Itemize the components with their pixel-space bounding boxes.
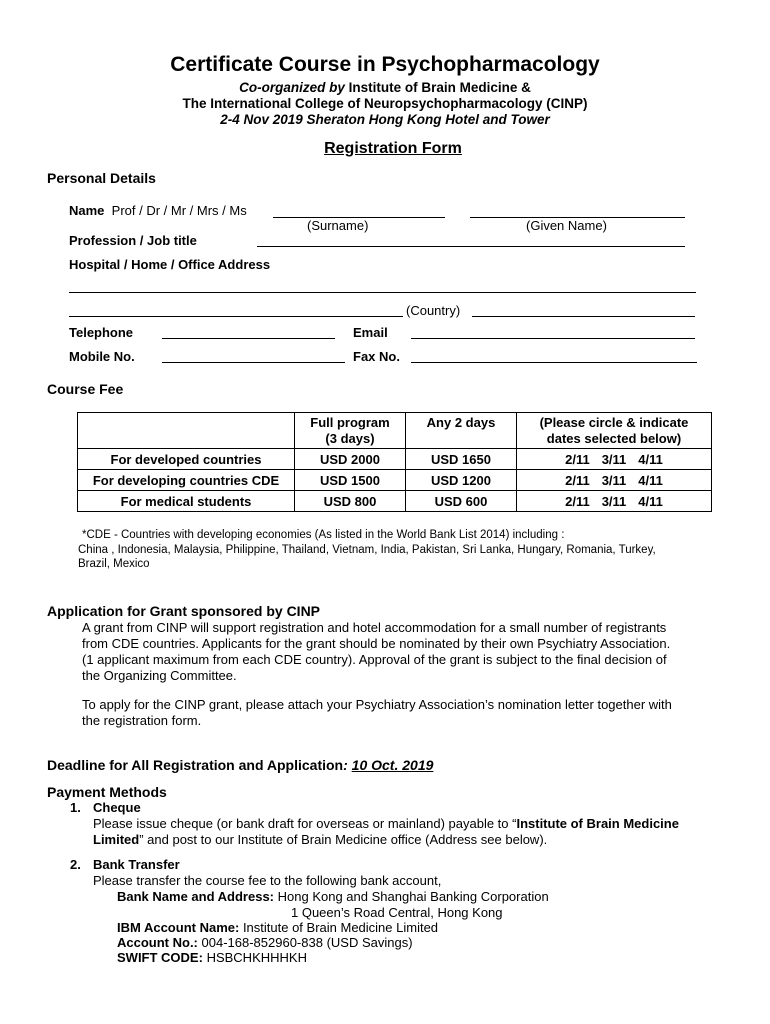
- bank-transfer-title: Bank Transfer: [93, 857, 180, 872]
- account-no-row: [117, 935, 413, 950]
- deadline-date: 10 Oct. 2019: [351, 757, 434, 773]
- grant-text-4: the Organizing Committee.: [82, 668, 237, 683]
- fee-row-label: For medical students: [78, 491, 295, 512]
- fee-row-dates: [517, 491, 712, 512]
- cheque-payable-text: Please issue cheque (or bank draft for overseas or mainland) payable to “: [93, 816, 517, 831]
- grant-apply-2: the registration form.: [82, 713, 202, 728]
- table-row: [78, 449, 712, 470]
- bank-transfer-number: 2.: [70, 857, 81, 872]
- fee-header-dates-2: dates selected below): [546, 431, 682, 446]
- form-title: Registration Form: [324, 140, 462, 157]
- payee-name-2: Limited: [93, 832, 140, 847]
- fee-row-label: For developed countries: [78, 449, 295, 470]
- page-title: Certificate Course in Psychopharmacology: [170, 53, 600, 76]
- grant-text-2: from CDE countries. Applicants for the grant should be nominated by their own Psychiatry Association.: [82, 636, 671, 651]
- fee-header-blank: [78, 413, 295, 449]
- cinp-line: The International College of Neuropsychopharmacology (CINP): [182, 96, 588, 111]
- email-label: Email: [353, 325, 388, 340]
- fax-field[interactable]: [411, 362, 697, 363]
- fee-row-any: USD 1200: [406, 470, 517, 491]
- course-fee-heading: Course Fee: [47, 381, 124, 397]
- fee-header-full: [295, 413, 406, 449]
- table-row: [78, 491, 712, 512]
- bank-name-label: Bank Name and Address:: [117, 889, 275, 904]
- fee-header-dates-1: (Please circle & indicate: [539, 415, 689, 430]
- date-option[interactable]: 3/11: [601, 493, 627, 509]
- coorganized-label: Co-organized by: [239, 80, 345, 95]
- account-name-row: [117, 920, 438, 935]
- address-label: Hospital / Home / Office Address: [69, 257, 271, 272]
- swift-value: HSBCHKHHHKH: [206, 950, 307, 965]
- cheque-text-1: [93, 816, 679, 831]
- cde-note-2: China , Indonesia, Malaysia, Philippine, Thailand, Vietnam, India, Pakistan, Sri Lanka, Hungary, Romania, Turkey,: [78, 544, 656, 556]
- address-field-2[interactable]: [69, 316, 403, 317]
- profession-label: Profession / Job title: [69, 233, 197, 248]
- date-venue-line: 2-4 Nov 2019 Sheraton Hong Kong Hotel and Tower: [220, 112, 550, 127]
- payment-heading: Payment Methods: [47, 784, 167, 800]
- date-option[interactable]: 3/11: [601, 472, 627, 488]
- fee-row-label: For developing countries CDE: [78, 470, 295, 491]
- bank-address: 1 Queen’s Road Central, Hong Kong: [291, 905, 503, 920]
- cheque-text-2: [93, 832, 547, 847]
- table-row: [78, 470, 712, 491]
- swift-row: [117, 950, 307, 965]
- fee-header-full-2: (3 days): [325, 431, 375, 446]
- date-option[interactable]: 2/11: [565, 493, 590, 509]
- fax-label: Fax No.: [353, 349, 400, 364]
- account-name-label: IBM Account Name:: [117, 920, 240, 935]
- email-field[interactable]: [411, 338, 695, 339]
- grant-heading: Application for Grant sponsored by CINP: [47, 603, 321, 619]
- coorganizer-line: [0, 80, 770, 95]
- surname-hint: (Surname): [307, 218, 369, 233]
- name-row: [69, 203, 247, 218]
- cde-note-1: *CDE - Countries with developing economies (As listed in the World Bank List 2014) including :: [82, 529, 565, 541]
- fee-row-full: USD 1500: [295, 470, 406, 491]
- date-option[interactable]: 2/11: [565, 451, 590, 467]
- account-name-value: Institute of Brain Medicine Limited: [242, 920, 439, 935]
- payee-name-1: Institute of Brain Medicine: [516, 816, 679, 831]
- telephone-field[interactable]: [162, 338, 335, 339]
- date-option[interactable]: 3/11: [601, 451, 627, 467]
- fee-row-full: USD 800: [295, 491, 406, 512]
- given-name-hint: (Given Name): [526, 218, 607, 233]
- deadline-label: Deadline for All Registration and Application: [47, 757, 344, 773]
- coorganizer-name: Institute of Brain Medicine &: [348, 80, 531, 95]
- fee-header-dates: [517, 413, 712, 449]
- name-label: Name: [69, 203, 105, 218]
- grant-text-1: A grant from CINP will support registration and hotel accommodation for a small number of registrants: [82, 620, 667, 635]
- account-no-label: Account No.:: [117, 935, 198, 950]
- mobile-field[interactable]: [162, 362, 345, 363]
- cheque-post-text: ” and post to our Institute of Brain Medicine office (Address see below).: [139, 832, 548, 847]
- deadline-line: [47, 757, 433, 773]
- fee-table: [77, 412, 712, 512]
- deadline-colon: :: [343, 757, 348, 773]
- fee-header-any: Any 2 days: [406, 413, 517, 449]
- personal-details-heading: Personal Details: [47, 170, 156, 186]
- fee-row-dates: [517, 449, 712, 470]
- cde-note-3: Brazil, Mexico: [78, 558, 150, 570]
- date-option[interactable]: 2/11: [565, 472, 590, 488]
- fee-table-header-row: [78, 413, 712, 449]
- fee-row-dates: [517, 470, 712, 491]
- cheque-number: 1.: [70, 800, 81, 815]
- swift-label: SWIFT CODE:: [117, 950, 203, 965]
- telephone-label: Telephone: [69, 325, 134, 340]
- fee-row-any: USD 1650: [406, 449, 517, 470]
- bank-name-row: [117, 889, 549, 904]
- fee-header-full-1: Full program: [310, 415, 390, 430]
- date-option[interactable]: 4/11: [638, 451, 663, 467]
- name-titles: Prof / Dr / Mr / Mrs / Ms: [111, 203, 247, 218]
- profession-field[interactable]: [257, 246, 685, 247]
- account-no-value: 004-168-852960-838 (USD Savings): [201, 935, 413, 950]
- cheque-title: Cheque: [93, 800, 141, 815]
- fee-row-any: USD 600: [406, 491, 517, 512]
- grant-text-3: (1 applicant maximum from each CDE country). Approval of the grant is subject to the final decision of: [82, 652, 667, 667]
- date-option[interactable]: 4/11: [638, 493, 663, 509]
- fee-row-full: USD 2000: [295, 449, 406, 470]
- date-option[interactable]: 4/11: [638, 472, 663, 488]
- country-hint: (Country): [406, 303, 461, 318]
- address-field-1[interactable]: [69, 292, 696, 293]
- bank-name-value: Hong Kong and Shanghai Banking Corporation: [277, 889, 549, 904]
- bank-transfer-text: Please transfer the course fee to the following bank account,: [93, 873, 442, 888]
- grant-apply-1: To apply for the CINP grant, please attach your Psychiatry Association’s nomination letter together with: [82, 697, 672, 712]
- mobile-label: Mobile No.: [69, 349, 135, 364]
- country-field[interactable]: [472, 316, 695, 317]
